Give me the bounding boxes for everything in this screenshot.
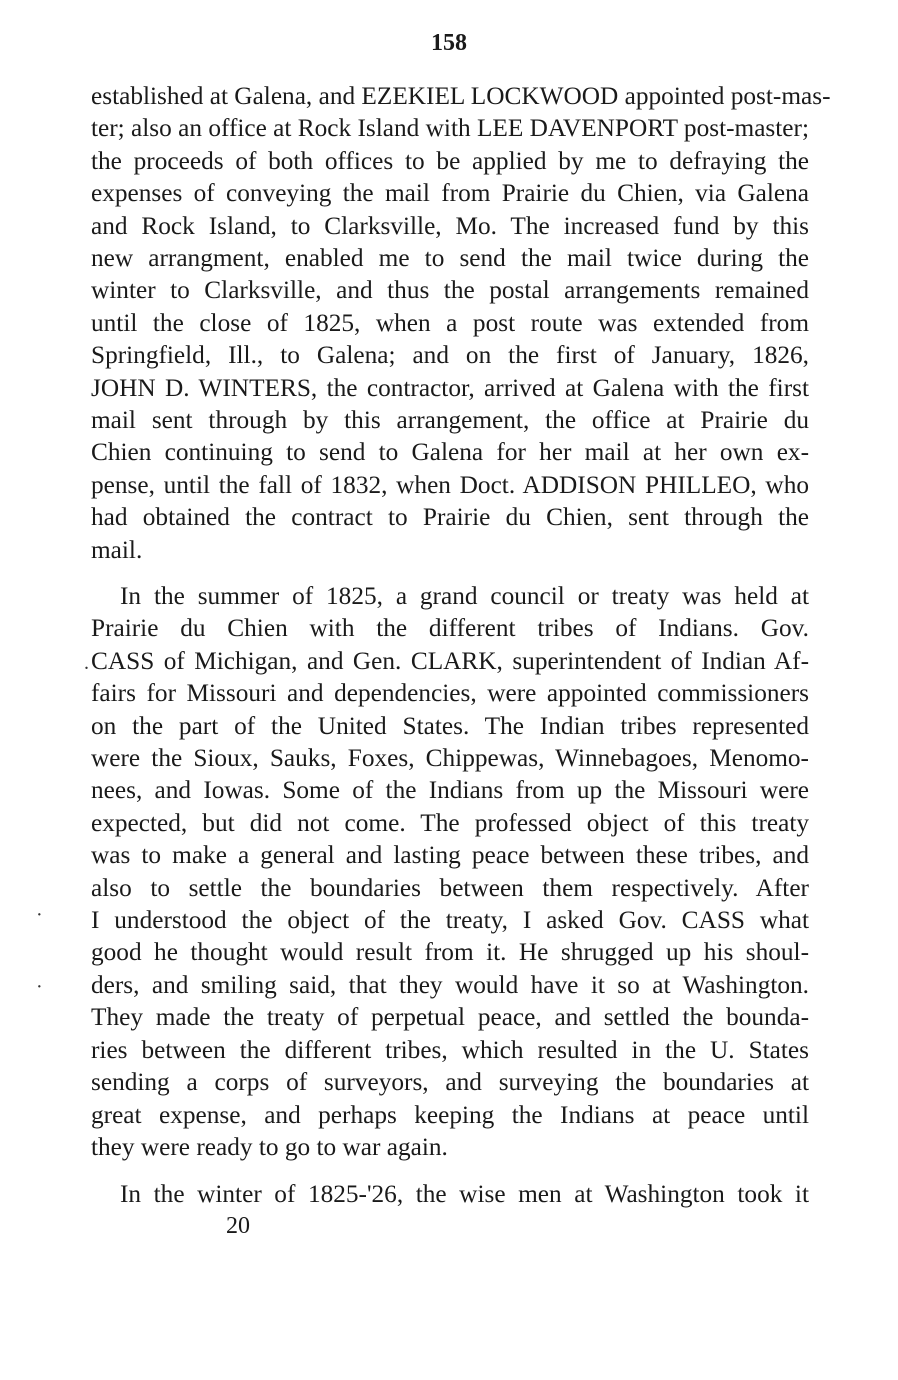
text-line: until the close of 1825, when a post route was extended from [91,308,809,337]
text-line: Chien continuing to send to Galena for her mail at her own ex- [91,438,809,467]
text-line: on the part of the United States. The Indian tribes represented [91,711,809,740]
text-line: expected, but did not come. The professed object of this treaty [91,808,809,837]
text-line: CASS of Michigan, and Gen. CLARK, superintendent of Indian Af- [91,646,809,675]
page-number: 158 [431,30,467,56]
text-line: ries between the different tribes, which resulted in the U. States [91,1035,809,1064]
text-line: mail sent through by this arrangement, the office at Prairie du [91,406,809,435]
stray-mark: · [36,904,43,926]
paragraph-1 [91,80,831,566]
text-line: ter; also an office at Rock Island with LEE DAVENPORT post-master; [91,114,809,143]
text-line: In the winter of 1825-'26, the wise men at Washington took it [120,1180,809,1208]
signature-mark: 20 [226,1213,250,1239]
text-line: were the Sioux, Sauks, Foxes, Chippewas, Winnebagoes, Menomo- [91,744,809,773]
text-line: mail. [91,535,143,564]
text-line: In the summer of 1825, a grand council or treaty was held at [120,582,809,610]
text-line: they were ready to go to war again. [91,1132,448,1161]
stray-mark: . [84,652,89,674]
text-line: expenses of conveying the mail from Prairie du Chien, via Galena [91,179,809,208]
text-line: ders, and smiling said, that they would have it so at Washington. [91,970,809,999]
text-line: nees, and Iowas. Some of the Indians from up the Missouri were [91,776,809,805]
text-line: was to make a general and lasting peace between these tribes, and [91,841,809,870]
text-line: sending a corps of surveyors, and surveying the boundaries at [91,1068,809,1097]
text-line: new arrangment, enabled me to send the mail twice during the [91,244,809,273]
text-line: They made the treaty of perpetual peace, and settled the bounda- [91,1003,809,1032]
text-line: great expense, and perhaps keeping the Indians at peace until [91,1100,809,1129]
text-line: Prairie du Chien with the different tribes of Indians. Gov. [91,614,809,643]
text-line: the proceeds of both offices to be applied by me to defraying the [91,146,809,175]
paragraph-2 [91,580,809,1163]
text-line: Springfield, Ill., to Galena; and on the first of January, 1826, [91,341,809,370]
text-line: good he thought would result from it. He shrugged up his shoul- [91,938,809,967]
text-line: I understood the object of the treaty, I asked Gov. CASS what [91,906,809,935]
text-line: also to settle the boundaries between them respectively. After [91,873,809,902]
text-line: JOHN D. WINTERS, the contractor, arrived at Galena with the first [91,373,809,402]
text-line: fairs for Missouri and dependencies, were appointed commissioners [91,679,809,708]
paragraph-3 [91,1178,809,1210]
text-line: winter to Clarksville, and thus the postal arrangements remained [91,276,809,305]
text-line: established at Galena, and EZEKIEL LOCKWOOD appointed post-mas- [91,82,831,110]
stray-mark: · [36,976,43,998]
text-line: pense, until the fall of 1832, when Doct. ADDISON PHILLEO, who [91,470,809,499]
text-line: had obtained the contract to Prairie du Chien, sent through the [91,503,809,532]
text-line: and Rock Island, to Clarksville, Mo. The increased fund by this [91,211,809,240]
